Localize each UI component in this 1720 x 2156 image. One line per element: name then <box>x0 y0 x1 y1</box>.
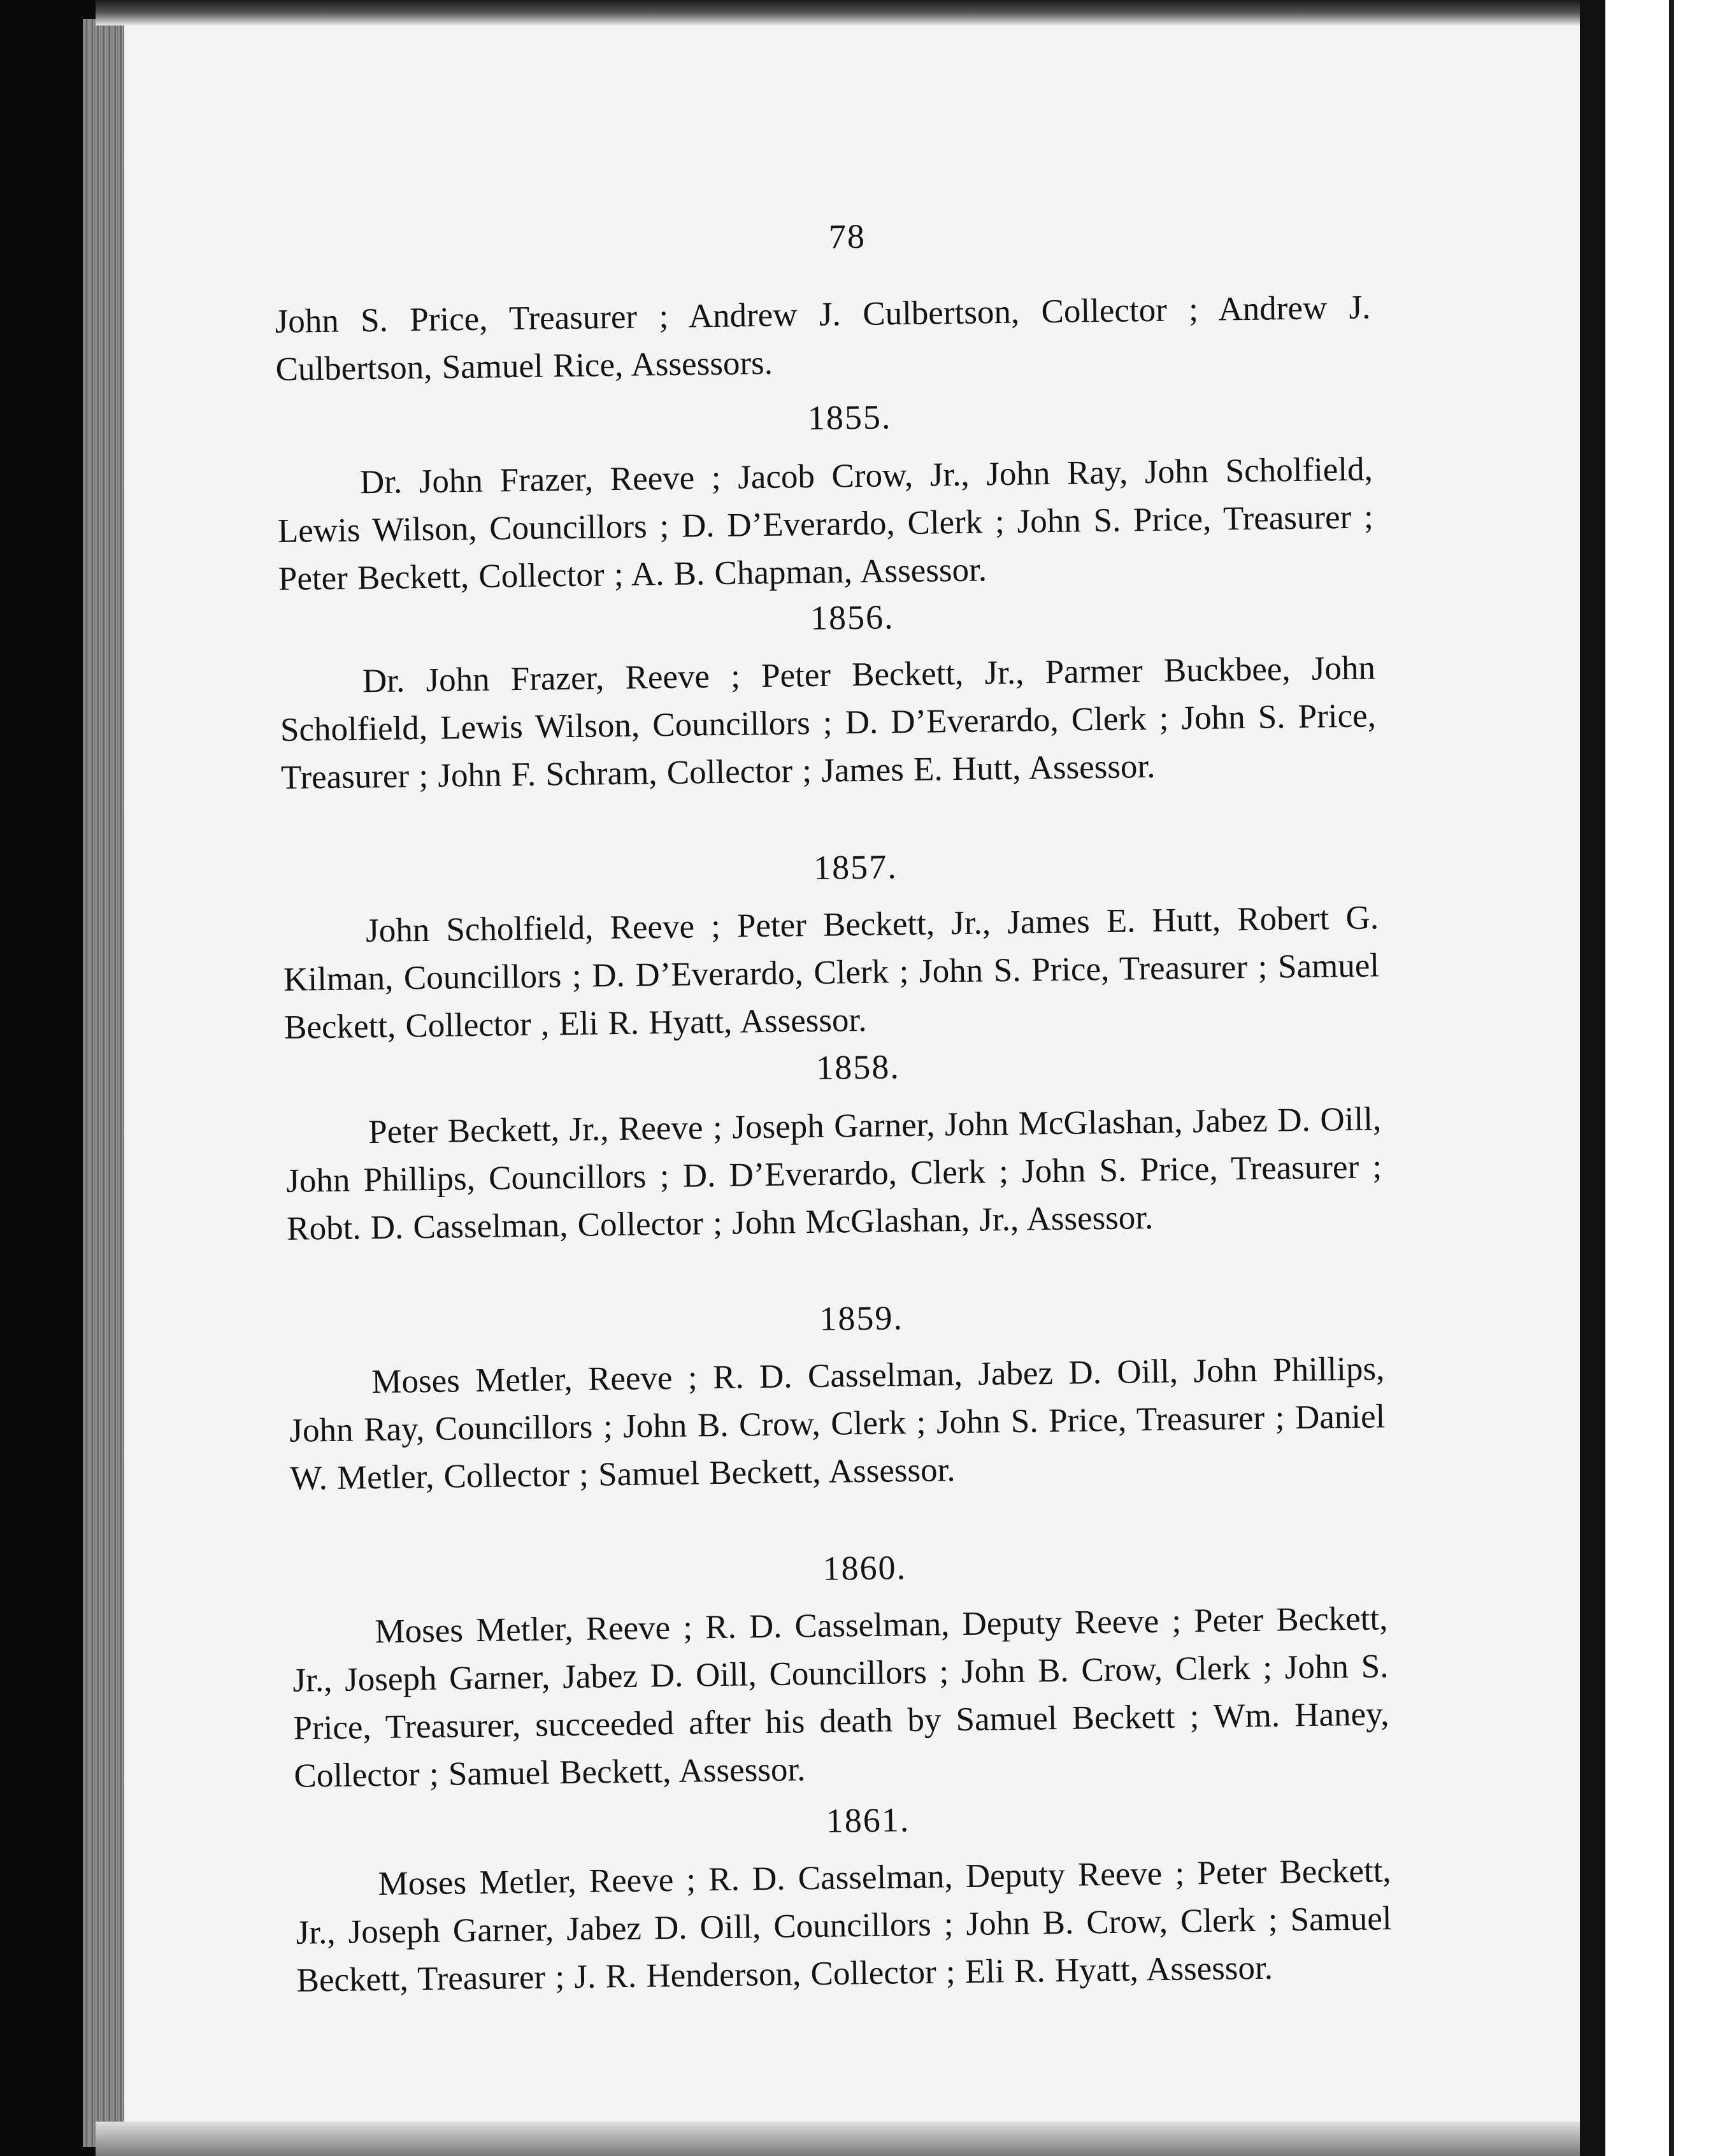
paragraph-1856: Dr. John Frazer, Reeve ; Peter Beckett, Jr., Parmer Buckbee, John Scholfield, Lewis Wilson, Councillors ; D. D’Everardo, Clerk ; John S. Price, Treasurer ; John F. Schram, Collector ; James E. Hutt, Assessor. <box>280 649 1377 796</box>
paragraph-1860: Moses Metler, Reeve ; R. D. Casselman, Deputy Reeve ; Peter Beckett, Jr., Joseph Garner, Jabez D. Oill, Councillors ; John B. Crow, Clerk ; John S. Price, Treasurer, succeeded after his death by Samuel Beckett ; Wm. Haney, Collector ; Samuel Beckett, Assessor. <box>292 1600 1389 1795</box>
paragraph-1859: Moses Metler, Reeve ; R. D. Casselman, Jabez D. Oill, John Phillips, John Ray, Councillors ; John B. Crow, Clerk ; John S. Price, Treasurer ; Daniel W. Metler, Collector ; Samuel Beckett, Assessor. <box>289 1350 1386 1497</box>
scan-bottom-shadow <box>96 2122 1586 2156</box>
paragraph-1861: Moses Metler, Reeve ; R. D. Casselman, Deputy Reeve ; Peter Beckett, Jr., Joseph Garner, Jabez D. Oill, Councillors ; John B. Crow, Clerk ; Samuel Beckett, Treasurer ; J. R. Henderson, Collector ; Eli R. Hyatt, Assessor. <box>296 1852 1392 1999</box>
page-number: 78 <box>828 217 866 256</box>
scan-top-shadow <box>96 0 1586 25</box>
year-heading-1858: 1858. <box>815 1047 901 1087</box>
paragraph-1854-continued: John S. Price, Treasurer ; Andrew J. Culbertson, Collector ; Andrew J. Culbertson, Samuel Rice, Assessors. <box>275 289 1371 388</box>
paragraph-1855: Dr. John Frazer, Reeve ; Jacob Crow, Jr., John Ray, John Scholfield, Lewis Wilson, Councillors ; D. D’Everardo, Clerk ; John S. Price, Treasurer ; Peter Beckett, Collector ; A. B. Chapman, Assessor. <box>277 450 1374 598</box>
year-heading-1859: 1859. <box>819 1298 904 1338</box>
year-heading-1861: 1861. <box>826 1800 910 1840</box>
scan-right-margin <box>1605 0 1720 2156</box>
year-heading-1860: 1860. <box>822 1548 907 1588</box>
year-heading-1856: 1856. <box>810 598 894 637</box>
book-page-edges <box>83 19 127 2147</box>
scan-right-border <box>1669 0 1674 2156</box>
year-heading-1857: 1857. <box>813 847 898 887</box>
book-gutter <box>1580 0 1605 2156</box>
paragraph-1858: Peter Beckett, Jr., Reeve ; Joseph Garner, John McGlashan, Jabez D. Oill, John Phillips, Councillors ; D. D’Everardo, Clerk ; John S. Price, Treasurer ; Robt. D. Casselman, Collector ; John McGlashan, Jr., Assessor. <box>285 1100 1382 1247</box>
year-heading-1855: 1855. <box>807 398 892 438</box>
paragraph-1857: John Scholfield, Reeve ; Peter Beckett, Jr., James E. Hutt, Robert G. Kilman, Councillors ; D. D’Everardo, Clerk ; John S. Price, Treasurer ; Samuel Beckett, Collector , Eli R. Hyatt, Assessor. <box>283 899 1380 1046</box>
scan-left-margin <box>0 0 96 2156</box>
